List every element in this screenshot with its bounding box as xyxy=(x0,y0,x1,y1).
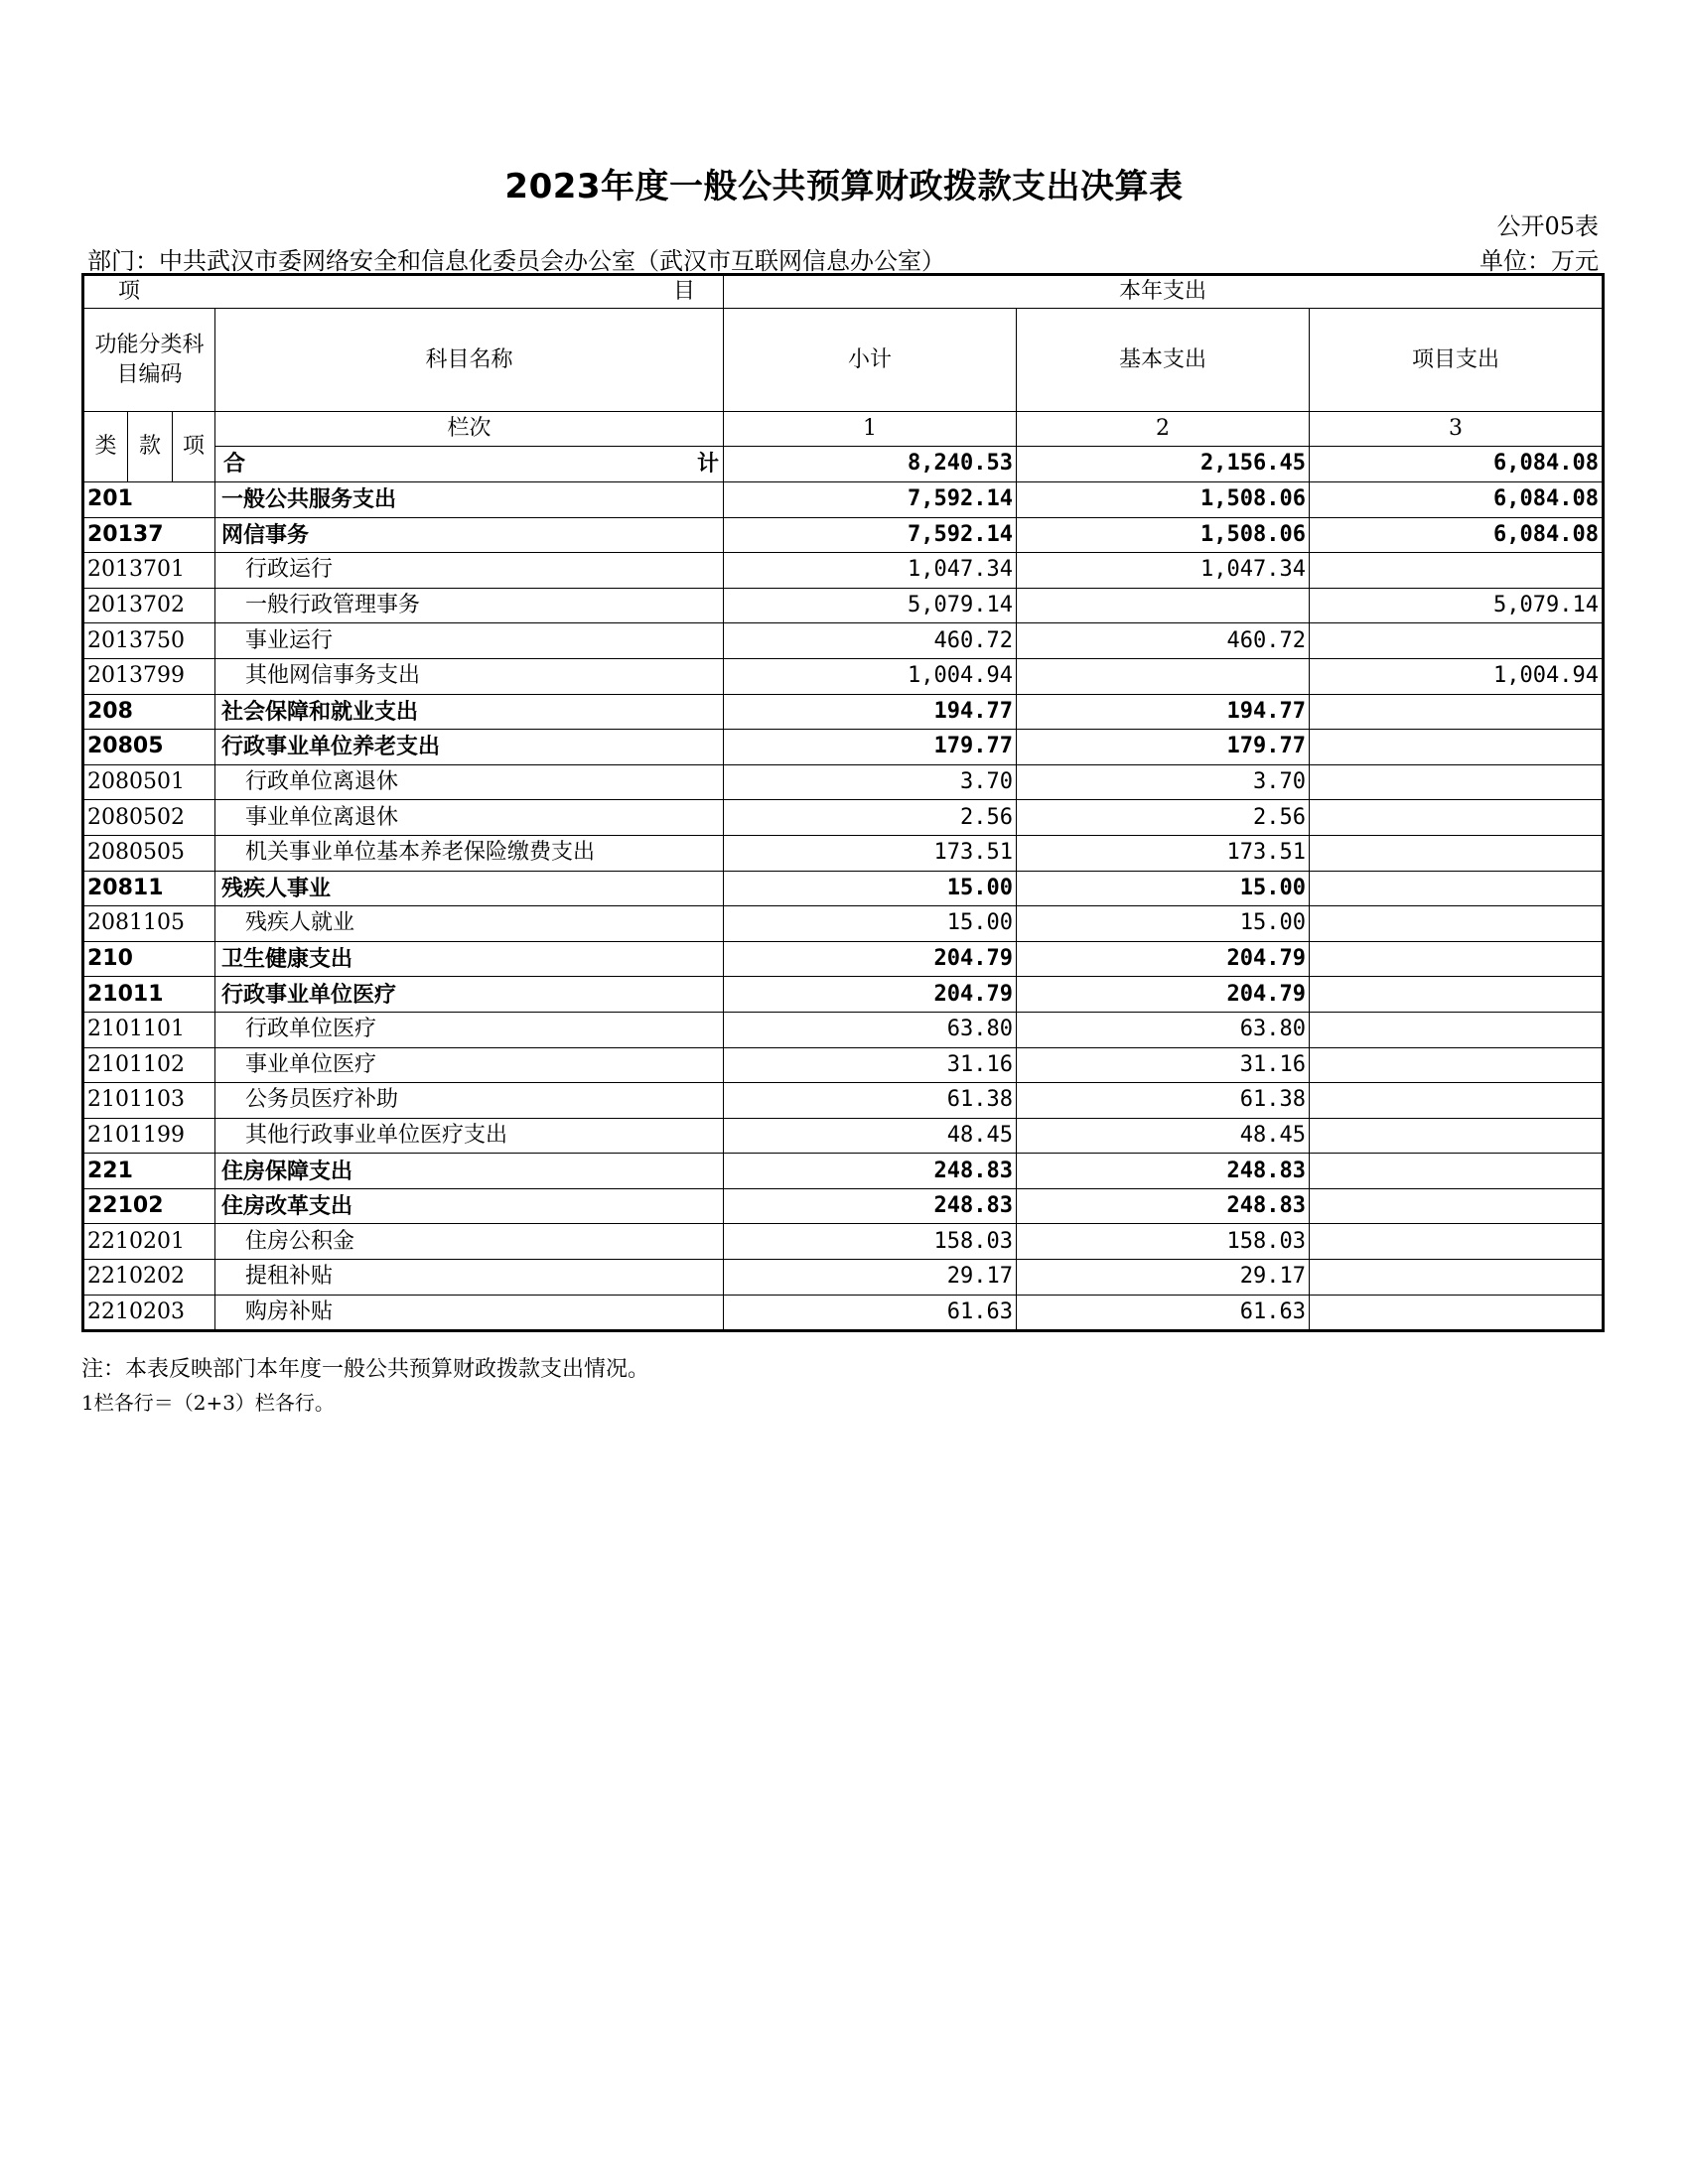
table-row xyxy=(83,906,1604,942)
row-subject-name: 社会保障和就业支出 xyxy=(215,694,724,730)
row-basic: 15.00 xyxy=(1017,906,1310,942)
row-code: 2080501 xyxy=(83,764,215,800)
row-subtotal: 173.51 xyxy=(724,835,1017,871)
row-subtotal: 194.77 xyxy=(724,694,1017,730)
total-label-left: 合 xyxy=(223,451,246,478)
row-subject-name: 事业单位离退休 xyxy=(215,800,724,836)
header-subject-name: 科目名称 xyxy=(215,309,724,412)
header-project-exp: 项目支出 xyxy=(1310,309,1604,412)
row-basic: 173.51 xyxy=(1017,835,1310,871)
row-basic: 31.16 xyxy=(1017,1047,1310,1083)
table-row xyxy=(83,977,1604,1013)
row-basic: 1,508.06 xyxy=(1017,482,1310,518)
row-subject-name: 机关事业单位基本养老保险缴费支出 xyxy=(215,835,724,871)
row-subject-name: 其他行政事业单位医疗支出 xyxy=(215,1118,724,1154)
row-basic: 194.77 xyxy=(1017,694,1310,730)
row-basic: 204.79 xyxy=(1017,941,1310,977)
row-basic: 179.77 xyxy=(1017,730,1310,765)
table-row xyxy=(83,1260,1604,1296)
table-row xyxy=(83,1295,1604,1331)
row-project xyxy=(1310,1118,1604,1154)
row-project xyxy=(1310,835,1604,871)
total-basic: 2,156.45 xyxy=(1017,446,1310,481)
row-code: 21011 xyxy=(83,977,215,1013)
note-line-1: 注：本表反映部门本年度一般公共预算财政拨款支出情况。 xyxy=(81,1357,650,1382)
row-subtotal: 248.83 xyxy=(724,1154,1017,1189)
header-project-right: 目 xyxy=(672,279,695,304)
row-project xyxy=(1310,800,1604,836)
row-project xyxy=(1310,941,1604,977)
row-subject-name: 行政单位医疗 xyxy=(215,1012,724,1047)
row-code: 210 xyxy=(83,941,215,977)
row-code: 2013702 xyxy=(83,588,215,623)
row-subtotal: 204.79 xyxy=(724,977,1017,1013)
row-code: 22102 xyxy=(83,1188,215,1224)
row-basic: 2.56 xyxy=(1017,800,1310,836)
total-project: 6,084.08 xyxy=(1310,446,1604,481)
row-subject-name: 住房保障支出 xyxy=(215,1154,724,1189)
row-subtotal: 7,592.14 xyxy=(724,517,1017,553)
table-row xyxy=(83,1154,1604,1189)
table-row xyxy=(83,1188,1604,1224)
row-subtotal: 31.16 xyxy=(724,1047,1017,1083)
header-subtotal: 小计 xyxy=(724,309,1017,412)
row-subject-name: 住房公积金 xyxy=(215,1224,724,1260)
row-basic xyxy=(1017,588,1310,623)
row-code: 2210203 xyxy=(83,1295,215,1331)
row-basic: 248.83 xyxy=(1017,1154,1310,1189)
total-label-right: 计 xyxy=(696,451,719,478)
row-subject-name: 卫生健康支出 xyxy=(215,941,724,977)
row-code: 2210201 xyxy=(83,1224,215,1260)
row-code: 2013750 xyxy=(83,623,215,659)
row-subtotal: 158.03 xyxy=(724,1224,1017,1260)
row-basic: 61.63 xyxy=(1017,1295,1310,1331)
row-code: 20137 xyxy=(83,517,215,553)
row-basic: 61.38 xyxy=(1017,1083,1310,1119)
row-project xyxy=(1310,906,1604,942)
row-code: 2101199 xyxy=(83,1118,215,1154)
row-project: 6,084.08 xyxy=(1310,482,1604,518)
expenditure-table xyxy=(81,273,1605,1332)
row-project xyxy=(1310,1260,1604,1296)
row-basic: 1,508.06 xyxy=(1017,517,1310,553)
row-project xyxy=(1310,1047,1604,1083)
row-project: 6,084.08 xyxy=(1310,517,1604,553)
row-code: 20805 xyxy=(83,730,215,765)
row-subtotal: 1,004.94 xyxy=(724,658,1017,694)
row-code: 2101103 xyxy=(83,1083,215,1119)
row-subject-name: 购房补贴 xyxy=(215,1295,724,1331)
header-col2: 2 xyxy=(1017,412,1310,447)
row-code: 2080505 xyxy=(83,835,215,871)
row-project xyxy=(1310,694,1604,730)
row-subtotal: 15.00 xyxy=(724,906,1017,942)
table-row xyxy=(83,835,1604,871)
row-subject-name: 行政事业单位养老支出 xyxy=(215,730,724,765)
table-row xyxy=(83,800,1604,836)
row-subtotal: 460.72 xyxy=(724,623,1017,659)
table-row xyxy=(83,1083,1604,1119)
row-code: 208 xyxy=(83,694,215,730)
row-subject-name: 行政事业单位医疗 xyxy=(215,977,724,1013)
row-subject-name: 其他网信事务支出 xyxy=(215,658,724,694)
table-row xyxy=(83,694,1604,730)
row-subtotal: 48.45 xyxy=(724,1118,1017,1154)
row-project xyxy=(1310,1188,1604,1224)
row-basic: 460.72 xyxy=(1017,623,1310,659)
note-line-2: 1栏各行＝（2+3）栏各行。 xyxy=(81,1391,335,1415)
row-basic xyxy=(1017,658,1310,694)
row-subject-name: 行政运行 xyxy=(215,553,724,589)
row-subject-name: 残疾人就业 xyxy=(215,906,724,942)
row-project: 5,079.14 xyxy=(1310,588,1604,623)
row-code: 2210202 xyxy=(83,1260,215,1296)
table-row xyxy=(83,1047,1604,1083)
row-basic: 3.70 xyxy=(1017,764,1310,800)
document-title: 2023年度一般公共预算财政拨款支出决算表 xyxy=(504,167,1184,206)
table-row xyxy=(83,1224,1604,1260)
table-row xyxy=(83,730,1604,765)
row-subject-name: 一般公共服务支出 xyxy=(215,482,724,518)
table-row xyxy=(83,482,1604,518)
row-basic: 1,047.34 xyxy=(1017,553,1310,589)
row-subject-name: 残疾人事业 xyxy=(215,871,724,906)
row-project xyxy=(1310,623,1604,659)
row-subject-name: 提租补贴 xyxy=(215,1260,724,1296)
table-row xyxy=(83,764,1604,800)
total-row xyxy=(83,446,1604,481)
table-row xyxy=(83,871,1604,906)
row-code: 201 xyxy=(83,482,215,518)
form-code: 公开05表 xyxy=(1496,212,1599,240)
row-subject-name: 住房改革支出 xyxy=(215,1188,724,1224)
row-project xyxy=(1310,1295,1604,1331)
header-basic: 基本支出 xyxy=(1017,309,1310,412)
row-project xyxy=(1310,977,1604,1013)
row-subtotal: 29.17 xyxy=(724,1260,1017,1296)
row-subtotal: 7,592.14 xyxy=(724,482,1017,518)
row-subtotal: 248.83 xyxy=(724,1188,1017,1224)
row-project: 1,004.94 xyxy=(1310,658,1604,694)
row-subtotal: 2.56 xyxy=(724,800,1017,836)
row-code: 2080502 xyxy=(83,800,215,836)
row-basic: 158.03 xyxy=(1017,1224,1310,1260)
row-code: 2013799 xyxy=(83,658,215,694)
row-code: 2081105 xyxy=(83,906,215,942)
row-basic: 248.83 xyxy=(1017,1188,1310,1224)
header-column-index: 栏次 xyxy=(215,412,724,447)
table-row xyxy=(83,658,1604,694)
row-project xyxy=(1310,764,1604,800)
table-row xyxy=(83,1118,1604,1154)
header-kuan: 款 xyxy=(128,412,173,482)
header-project xyxy=(83,275,724,309)
table-row xyxy=(83,623,1604,659)
unit-label: 单位：万元 xyxy=(1479,247,1599,275)
header-col3: 3 xyxy=(1310,412,1604,447)
table-row xyxy=(83,553,1604,589)
header-this-year: 本年支出 xyxy=(724,275,1604,309)
row-project xyxy=(1310,1224,1604,1260)
header-lei: 类 xyxy=(83,412,128,482)
row-project xyxy=(1310,871,1604,906)
header-col1: 1 xyxy=(724,412,1017,447)
row-project xyxy=(1310,1154,1604,1189)
table-row xyxy=(83,941,1604,977)
total-subtotal: 8,240.53 xyxy=(724,446,1017,481)
header-xiang: 项 xyxy=(173,412,215,482)
row-project xyxy=(1310,730,1604,765)
row-subtotal: 204.79 xyxy=(724,941,1017,977)
table-row xyxy=(83,517,1604,553)
row-basic: 48.45 xyxy=(1017,1118,1310,1154)
row-code: 2101101 xyxy=(83,1012,215,1047)
total-label xyxy=(215,446,724,481)
row-code: 2101102 xyxy=(83,1047,215,1083)
row-project xyxy=(1310,553,1604,589)
row-basic: 15.00 xyxy=(1017,871,1310,906)
row-subject-name: 事业单位医疗 xyxy=(215,1047,724,1083)
row-subtotal: 63.80 xyxy=(724,1012,1017,1047)
row-basic: 29.17 xyxy=(1017,1260,1310,1296)
row-subtotal: 61.63 xyxy=(724,1295,1017,1331)
row-subtotal: 3.70 xyxy=(724,764,1017,800)
row-subject-name: 事业运行 xyxy=(215,623,724,659)
row-code: 221 xyxy=(83,1154,215,1189)
row-subject-name: 网信事务 xyxy=(215,517,724,553)
department-label: 部门：中共武汉市委网络安全和信息化委员会办公室（武汉市互联网信息办公室） xyxy=(87,247,945,275)
row-subject-name: 行政单位离退休 xyxy=(215,764,724,800)
row-subtotal: 179.77 xyxy=(724,730,1017,765)
row-basic: 63.80 xyxy=(1017,1012,1310,1047)
row-subject-name: 一般行政管理事务 xyxy=(215,588,724,623)
row-code: 20811 xyxy=(83,871,215,906)
table-row xyxy=(83,588,1604,623)
row-subtotal: 5,079.14 xyxy=(724,588,1017,623)
row-subtotal: 61.38 xyxy=(724,1083,1017,1119)
row-project xyxy=(1310,1083,1604,1119)
header-func-code: 功能分类科目编码 xyxy=(83,309,215,412)
row-subject-name: 公务员医疗补助 xyxy=(215,1083,724,1119)
row-basic: 204.79 xyxy=(1017,977,1310,1013)
header-project-left: 项 xyxy=(118,279,141,304)
row-subtotal: 15.00 xyxy=(724,871,1017,906)
row-code: 2013701 xyxy=(83,553,215,589)
table-row xyxy=(83,1012,1604,1047)
row-project xyxy=(1310,1012,1604,1047)
row-subtotal: 1,047.34 xyxy=(724,553,1017,589)
